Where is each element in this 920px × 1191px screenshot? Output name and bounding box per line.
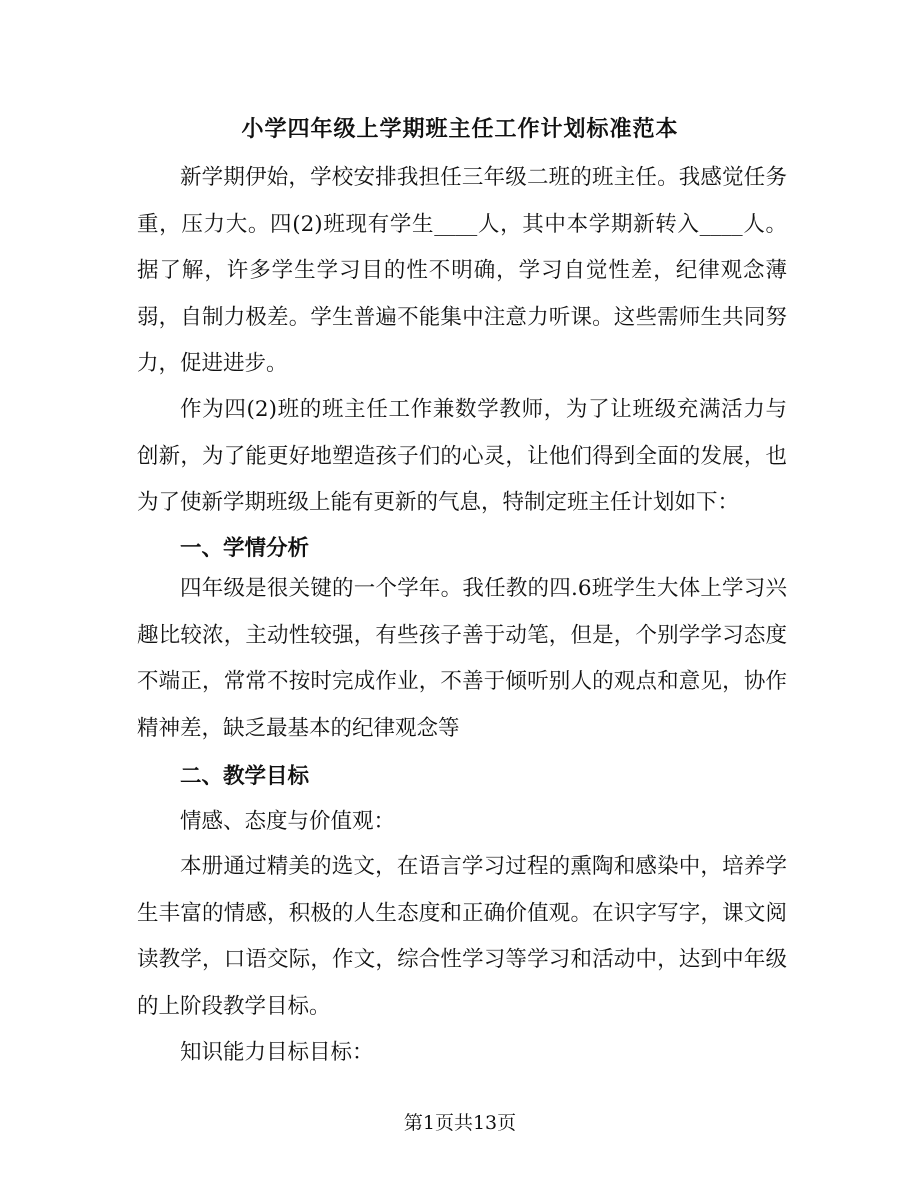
subheading-emotion-attitude-values: 情感、态度与价值观： bbox=[180, 809, 396, 834]
section-heading-teaching-goals: 二、教学目标 bbox=[180, 764, 310, 789]
goals-paragraph-block bbox=[137, 844, 787, 1030]
intro-paragraph-1-block bbox=[137, 155, 787, 388]
analysis-paragraph: 四年级是很关键的一个学年。我任教的四.6班学生大体上学习兴趣比较浓，主动性较强，有些孩子善于动笔，但是，个别学学习态度不端正，常常不按时完成作业，不善于倾听别人的观点和意见，协作精神差，缺乏最基本的纪律观念等 bbox=[137, 576, 787, 741]
subheading-knowledge-ability-goals: 知识能力目标目标： bbox=[180, 1040, 374, 1065]
intro-paragraph-2: 作为四(2)班的班主任工作兼数学教师，为了让班级充满活力与创新，为了能更好地塑造孩子们的心灵，让他们得到全面的发展，也为了使新学期班级上能有更新的气息，特制定班主任计划如下： bbox=[137, 397, 787, 515]
section-heading-2-block bbox=[137, 754, 787, 801]
intro-paragraph-1: 新学期伊始，学校安排我担任三年级二班的班主任。我感觉任务重，压力大。四(2)班现有学生____人，其中本学期新转入____人。据了解，许多学生学习目的性不明确，学习自觉性差，纪律观念薄弱，自制力极差。学生普遍不能集中注意力听课。这些需师生共同努力，促进进步。 bbox=[137, 165, 787, 376]
subheading-2-block bbox=[137, 1030, 787, 1077]
intro-paragraph-2-block bbox=[137, 387, 787, 527]
page-number-footer: 第1页共13页 bbox=[403, 1112, 517, 1134]
section-heading-learning-analysis: 一、学情分析 bbox=[180, 536, 310, 561]
goals-paragraph: 本册通过精美的选文，在语言学习过程的熏陶和感染中，培养学生丰富的情感，积极的人生态度和正确价值观。在识字写字，课文阅读教学，口语交际，作文，综合性学习等学习和活动中，达到中年级的上阶段教学目标。 bbox=[137, 854, 787, 1019]
subheading-1-block bbox=[137, 799, 787, 846]
analysis-paragraph-block bbox=[137, 566, 787, 752]
document-title: 小学四年级上学期班主任工作计划标准范本 bbox=[241, 116, 679, 142]
